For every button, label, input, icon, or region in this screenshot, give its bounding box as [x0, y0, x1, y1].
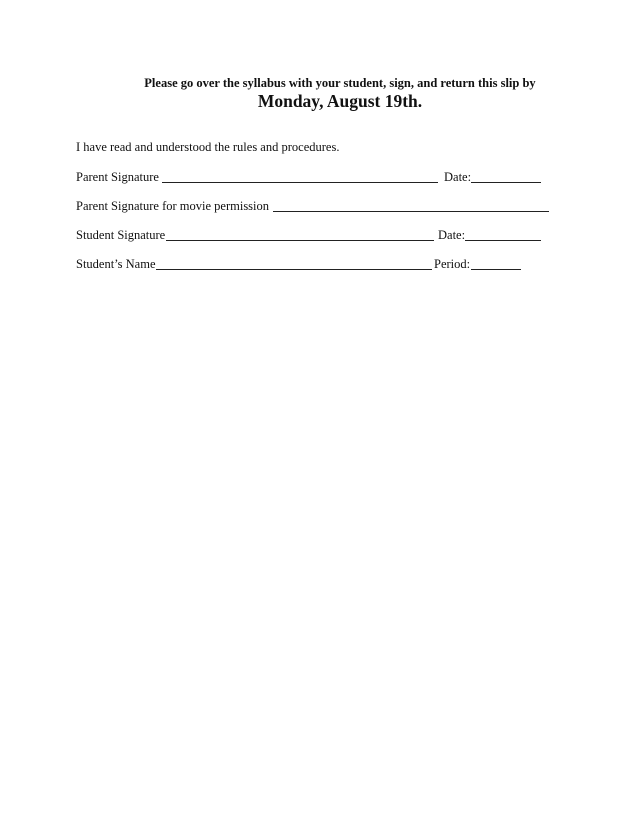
instruction-heading: Please go over the syllabus with your student, sign, and return this slip by	[144, 76, 536, 90]
student-signature-label: Student Signature	[76, 228, 166, 242]
student-signature-row	[76, 227, 556, 243]
parent-signature-row	[76, 169, 556, 185]
movie-permission-row	[76, 198, 556, 214]
student-signature-line[interactable]	[166, 240, 434, 241]
student-name-line[interactable]	[156, 269, 432, 270]
movie-permission-label: Parent Signature for movie permission	[76, 199, 270, 213]
due-date-heading: Monday, August 19th.	[257, 91, 423, 111]
student-name-label: Student’s Name	[76, 257, 156, 271]
parent-date-line[interactable]	[471, 182, 541, 183]
student-name-row	[76, 256, 556, 272]
period-line[interactable]	[471, 269, 521, 270]
movie-permission-signature-line[interactable]	[273, 211, 549, 212]
parent-signature-label: Parent Signature	[76, 170, 159, 184]
parent-date-label: Date:	[444, 170, 472, 184]
acknowledgement-statement: I have read and understood the rules and procedures.	[76, 140, 340, 154]
student-date-line[interactable]	[465, 240, 541, 241]
parent-signature-line[interactable]	[162, 182, 438, 183]
student-date-label: Date:	[438, 228, 466, 242]
period-label: Period:	[434, 257, 471, 271]
